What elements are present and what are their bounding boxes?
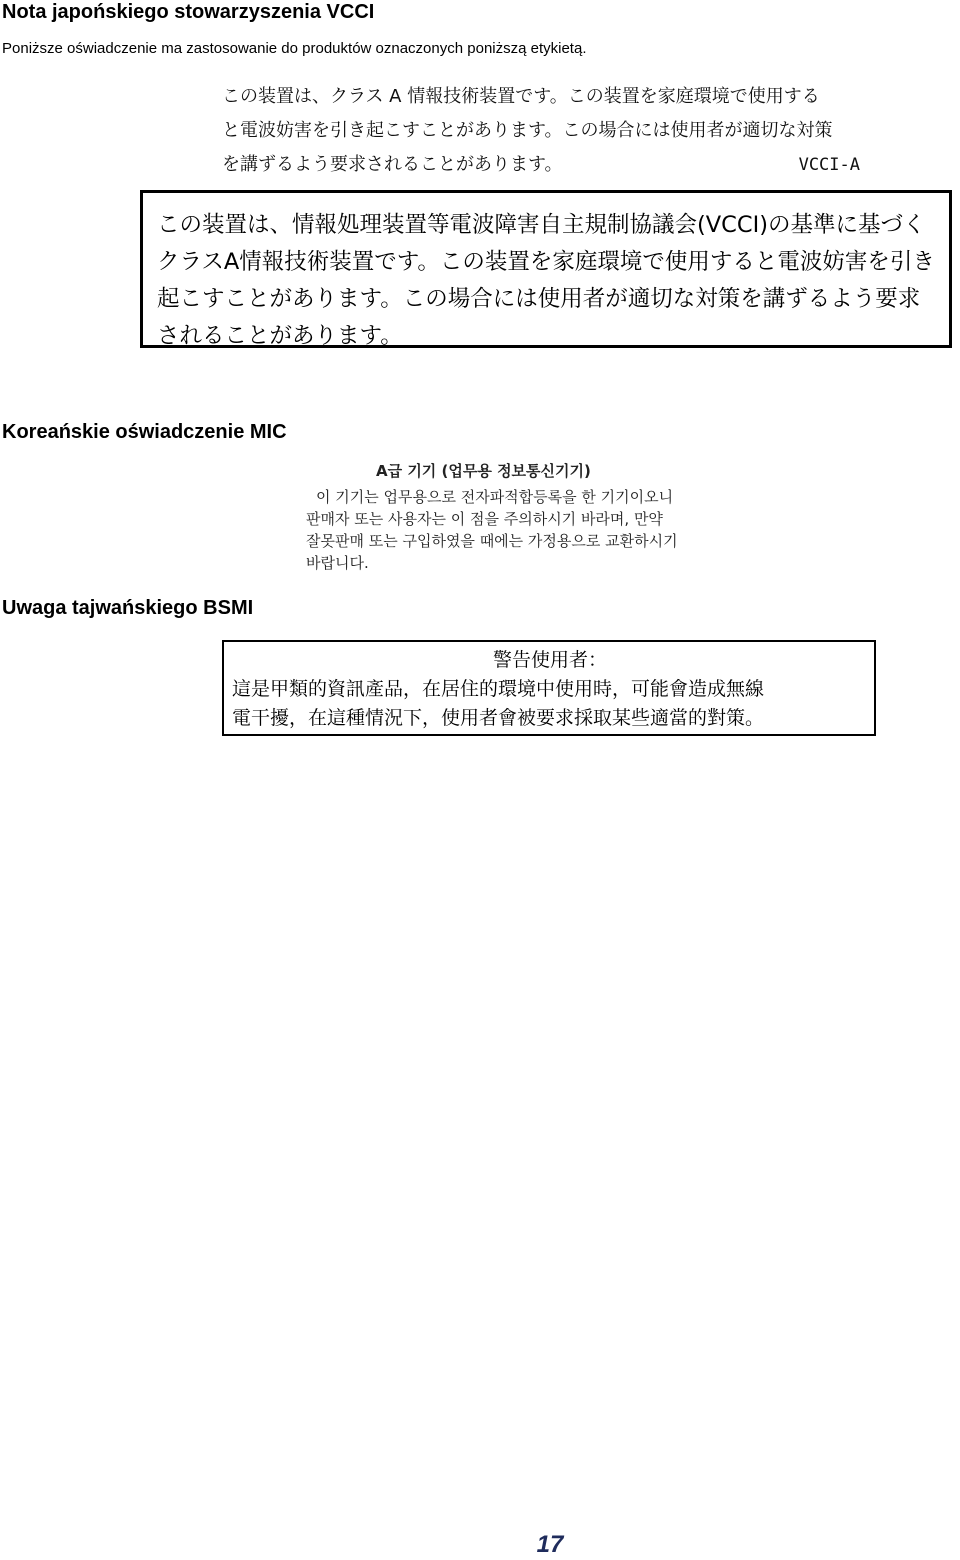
mic-heading: Koreańskie oświadczenie MIC — [2, 421, 287, 443]
vcci-box-line: この装置は、情報処理装置等電波障害自主規制協議会(VCCI)の基準に基づく — [157, 212, 926, 238]
vcci-label-line: と電波妨害を引き起こすことがあります。この場合には使用者が適切な対策 — [222, 120, 833, 141]
mic-label-line: 이 기기는 업무용으로 전자파적합등록을 한 기기이오니 — [316, 488, 674, 506]
vcci-label-line: を講ずるよう要求されることがあります。 VCCI-A — [222, 148, 882, 182]
bsmi-statement-box — [222, 640, 876, 736]
vcci-a-mark: VCCI-A — [798, 155, 860, 175]
vcci-box-line: 起こすことがあります。この場合には使用者が適切な対策を講ずるよう要求 — [157, 286, 921, 312]
bsmi-box-title: 警告使用者： — [492, 649, 607, 671]
vcci-statement-box — [140, 190, 952, 348]
vcci-box-line: されることがあります。 — [157, 323, 403, 349]
vcci-intro-text: Poniższe oświadczenie ma zastosowanie do produktów oznaczonych poniższą etykietą. — [2, 40, 587, 57]
mic-label-image — [306, 460, 796, 574]
bsmi-box-line: 這是甲類的資訊產品，在居住的環境中使用時，可能會造成無線 — [232, 678, 765, 700]
vcci-heading: Nota japońskiego stowarzyszenia VCCI — [2, 1, 375, 23]
mic-label-line: 바랍니다. — [306, 554, 369, 572]
mic-label-title: A급 기기 (업무용 정보통신기기) — [376, 462, 591, 480]
mic-label-line: 잘못판매 또는 구입하였을 때에는 가정용으로 교환하시기 — [306, 532, 678, 550]
bsmi-box-line: 電干擾，在這種情況下，使用者會被要求採取某些適當的對策。 — [232, 707, 765, 729]
bsmi-heading: Uwaga tajwańskiego BSMI — [2, 597, 254, 619]
vcci-label-line: この装置は、クラス A 情報技術装置です。この装置を家庭環境で使用する — [222, 86, 820, 107]
page-number: 17 — [536, 1531, 564, 1558]
vcci-label-image — [222, 80, 882, 182]
mic-label-line: 판매자 또는 사용자는 이 점을 주의하시기 바라며, 만약 — [306, 510, 663, 528]
vcci-box-line: クラスA情報技術装置です。この装置を家庭環境で使用すると電波妨害を引き — [157, 249, 935, 275]
